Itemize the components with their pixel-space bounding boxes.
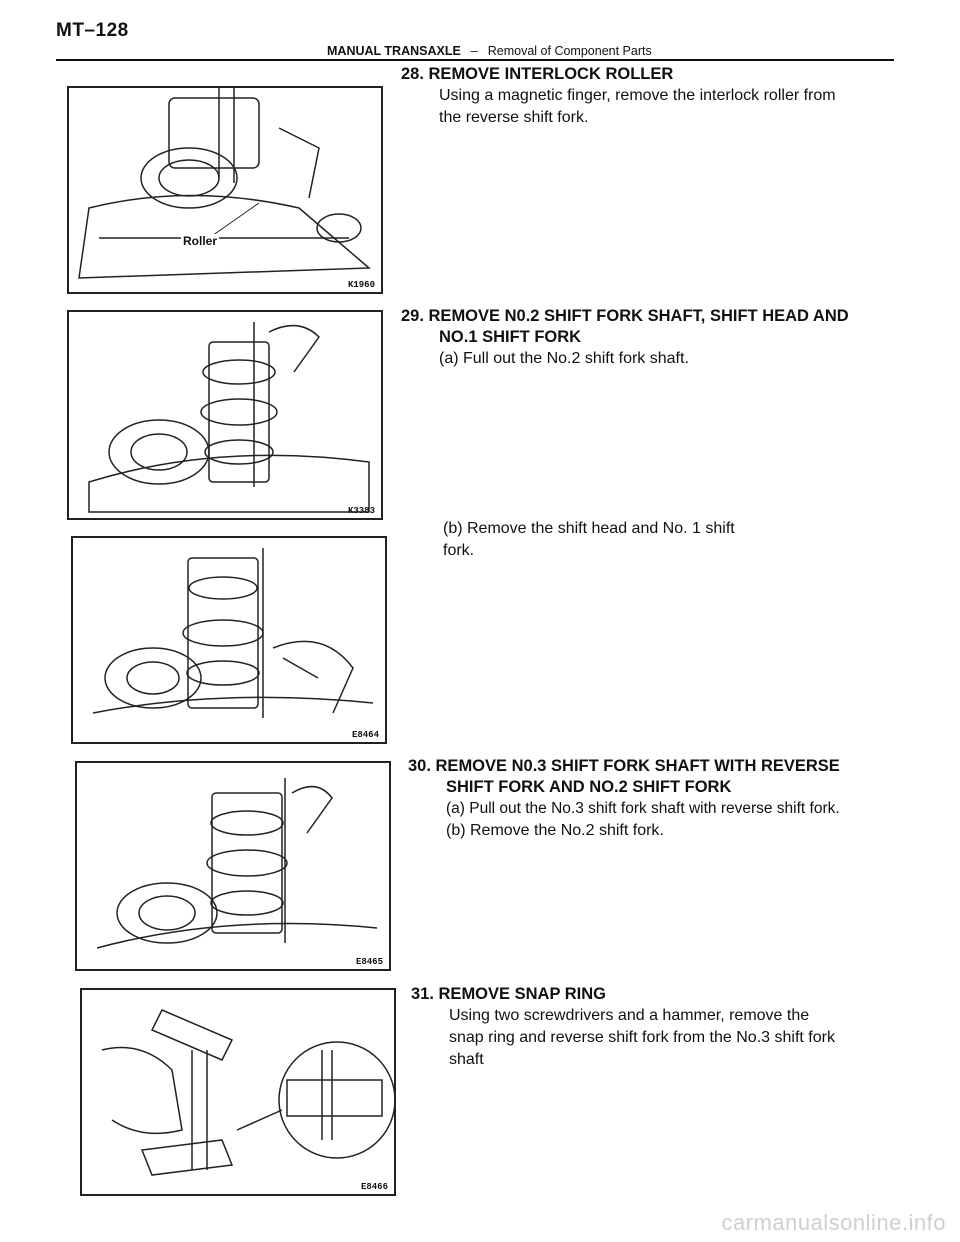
page-code: MT–128: [56, 20, 129, 41]
transaxle-illustration: [73, 538, 385, 742]
figure-interlock-roller: [67, 86, 383, 294]
step-title: 29. REMOVE N0.2 SHIFT FORK SHAFT, SHIFT HEAD AND: [401, 307, 849, 325]
step-body-line: (b) Remove the No.2 shift fork.: [446, 822, 664, 839]
step-body-line: shaft: [449, 1051, 484, 1068]
header-rule: [56, 59, 894, 61]
figure-snap-ring: [80, 988, 396, 1196]
step-29b: [443, 518, 843, 562]
step-body-line: (a) Pull out the No.3 shift fork shaft with reverse shift fork.: [446, 800, 840, 817]
transaxle-illustration: [77, 763, 389, 969]
step-body-line: Using two screwdrivers and a hammer, remove the: [449, 1007, 810, 1024]
step-body-line: the reverse shift fork.: [439, 109, 589, 126]
step-body-line: Using a magnetic finger, remove the interlock roller from: [439, 87, 836, 104]
step-title-continued: SHIFT FORK AND NO.2 SHIFT FORK: [446, 778, 732, 796]
subsection-title: Removal of Component Parts: [487, 44, 652, 58]
figure-code: K1960: [347, 280, 375, 290]
step-body-line: snap ring and reverse shift fork from the No.3 shift fork: [449, 1029, 835, 1046]
transaxle-illustration: [69, 312, 381, 518]
figure-code: K3383: [347, 506, 375, 516]
step-30: [408, 756, 908, 842]
step-title-continued: NO.1 SHIFT FORK: [439, 328, 582, 346]
figure-no3-shift-fork-shaft: [75, 761, 391, 971]
figure-code: E8466: [360, 1182, 388, 1192]
figure-code: E8465: [355, 957, 383, 967]
step-title: 31. REMOVE SNAP RING: [411, 985, 606, 1003]
figure-no2-shift-fork-shaft: [67, 310, 383, 520]
step-body-line: (b) Remove the shift head and No. 1 shift: [443, 520, 735, 537]
figure-code: E8464: [351, 730, 379, 740]
header-separator: –: [470, 44, 478, 58]
step-body-line: (a) Full out the No.2 shift fork shaft.: [439, 350, 689, 367]
watermark: carmanualsonline.info: [721, 1210, 946, 1235]
running-header: [327, 44, 652, 58]
section-title: MANUAL TRANSAXLE: [327, 44, 461, 58]
callout-roller: Roller: [183, 234, 218, 248]
step-body-line: fork.: [443, 542, 475, 559]
step-29: [401, 306, 911, 370]
step-title: 30. REMOVE N0.3 SHIFT FORK SHAFT WITH REVERSE: [408, 757, 840, 775]
transaxle-illustration: [69, 88, 381, 292]
step-31: [411, 984, 911, 1071]
snap-ring-illustration: [82, 990, 394, 1194]
step-28: [401, 64, 901, 129]
step-title: 28. REMOVE INTERLOCK ROLLER: [401, 65, 674, 83]
figure-shift-head: [71, 536, 387, 744]
